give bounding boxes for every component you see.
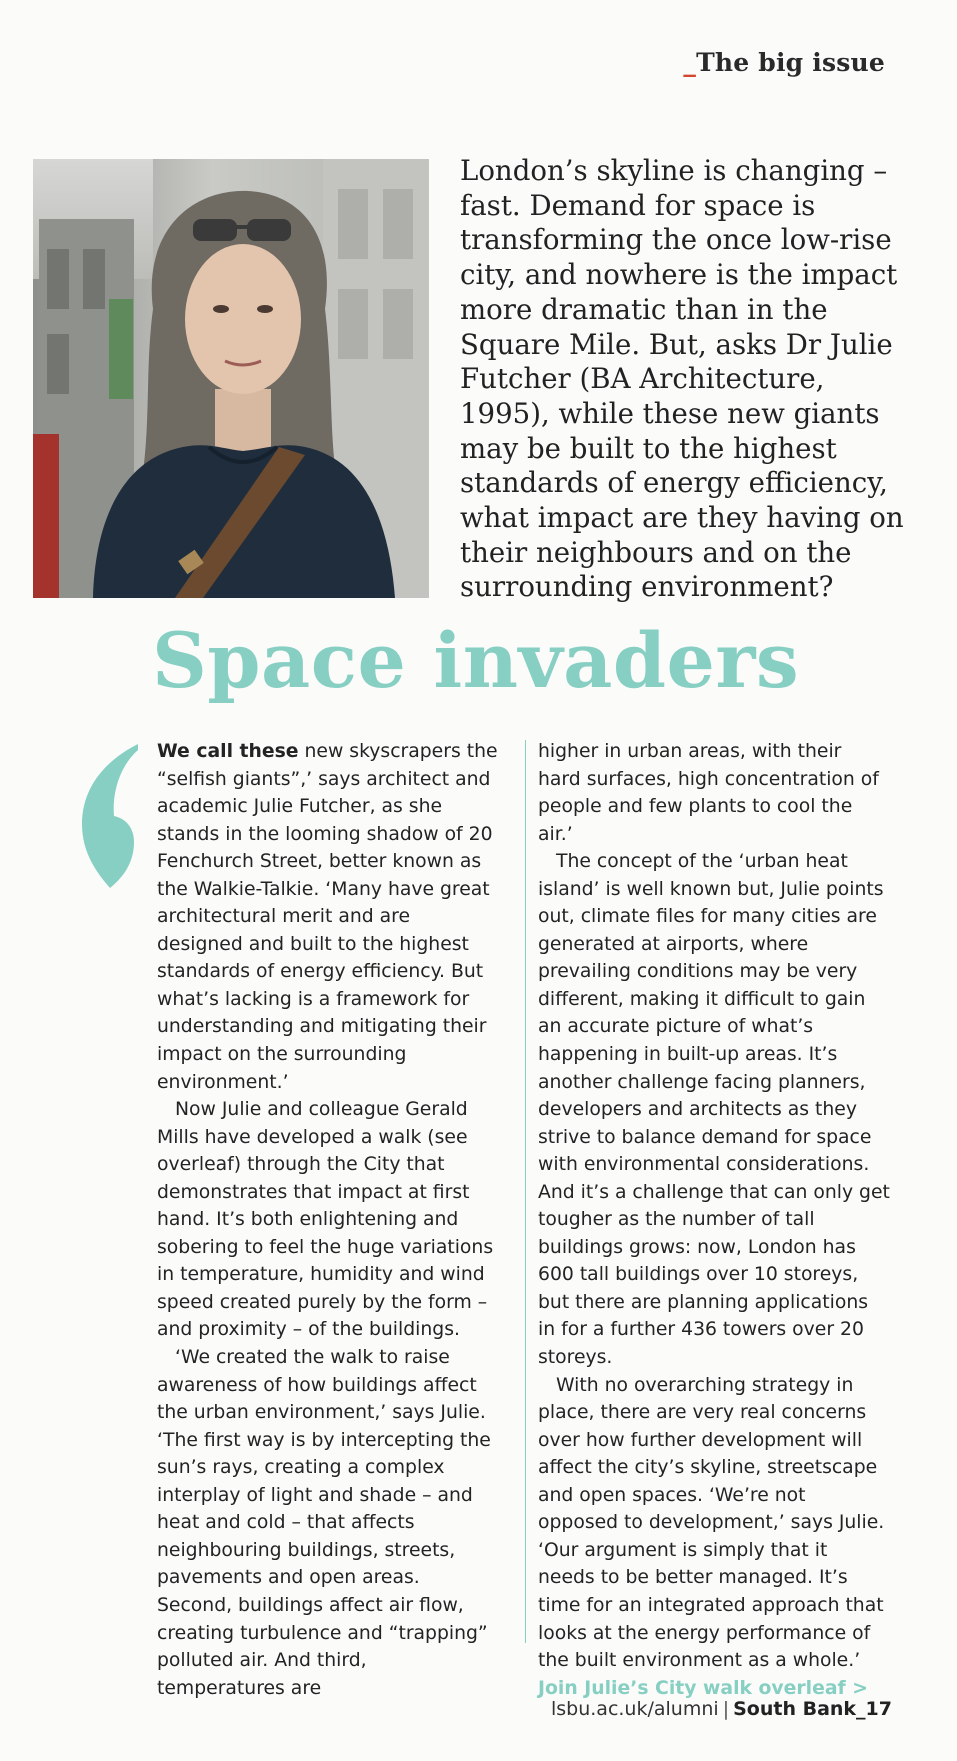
portrait-illustration	[33, 159, 429, 598]
lede-bold: We call these	[157, 741, 299, 762]
sunglasses-lens	[247, 219, 291, 241]
building-window	[47, 249, 69, 309]
paragraph-text: new skyscrapers the “selfish giants”,’ says architect and academic Julie Futcher, as she stands in the looming shadow of 20 Fenchurch Street, better known as the Walkie-Talkie. ‘Many have great architectural merit and are designed and built to the highest standards of energy efficiency. But what’s lacking is a framework for understanding and mitigating their impact on the surrounding environment.’	[157, 741, 498, 1093]
column-divider	[525, 740, 526, 1643]
eye	[213, 305, 229, 313]
red-postbox	[33, 434, 59, 598]
footer-magazine: South Bank	[733, 1698, 857, 1720]
building-window	[338, 189, 368, 259]
paragraph: ‘We created the walk to raise awareness of how buildings affect the urban environment,’ says Julie. ‘The first way is by intercepting the sun’s rays, creating a complex interplay of light and shade – and heat and cold – that affects neighbouring buildings, streets, pavements and open areas. Second, buildings affect air flow, creating turbulence and “trapping” polluted air. And third, temperatures are	[157, 1347, 491, 1699]
building-window	[383, 189, 413, 259]
building-window	[383, 289, 413, 359]
paragraph: The concept of the ‘urban heat island’ is well known but, Julie points out, climate files for many cities are generated at airports, where prevailing conditions may be very different, making it difficult to gain an accurate picture of what’s happening in built-up areas. It’s another challenge facing planners, developers and architects as they strive to balance demand for space with environmental considerations. And it’s a challenge that can only get tougher as the number of tall buildings grows: now, London has 600 tall buildings over 10 storeys, but there are planning applications in for a further 436 towers over 20 storeys.	[538, 851, 890, 1369]
standfirst-text: London’s skyline is changing – fast. Demand for space is transforming the once low-rise city, and nowhere is the impact more dramatic than in the Square Mile. But, asks Dr Julie Futcher (BA Architecture, 1995), while these new giants may be built to the highest standards of energy efficiency, what impact are they having on their neighbours and on the surrounding environment?	[460, 154, 904, 604]
paragraph: With no overarching strategy in place, there are very real concerns over how further development will affect the city’s skyline, streetscape and open spaces. ‘We’re not opposed to development,’ says Julie. ‘Our argument is simply that it needs to be better managed. It’s time for an integrated approach that looks at the energy performance of the built environment as a whole.’	[538, 1374, 885, 1672]
footer-separator: |	[722, 1698, 730, 1720]
walk-overleaf-link[interactable]: Join Julie’s City walk overleaf >	[538, 1677, 868, 1699]
page-number: _17	[856, 1698, 892, 1720]
accent-dash: _	[683, 48, 697, 77]
opening-quote-icon	[76, 742, 146, 892]
eye	[257, 305, 273, 313]
green-sign	[109, 299, 133, 399]
section-label-text: The big issue	[696, 48, 885, 77]
section-label	[683, 48, 885, 77]
standfirst	[460, 154, 910, 605]
paragraph: Now Julie and colleague Gerald Mills have developed a walk (see overleaf) through the City that demonstrates that impact at first hand. It’s both enlightening and sobering to feel the huge variations in temperature, humidity and wind speed created purely by the form – and proximity – of the buildings.	[157, 1099, 494, 1341]
portrait-photo	[33, 159, 429, 598]
sunglasses-lens	[193, 219, 237, 241]
quote-mark-shape	[82, 744, 138, 888]
page-footer	[551, 1698, 892, 1720]
article-headline: Space invaders	[152, 616, 800, 705]
paragraph	[157, 738, 500, 1096]
building-window	[47, 334, 69, 394]
paragraph: higher in urban areas, with their hard surfaces, high concentration of people and few plants to cool the air.’	[538, 741, 879, 845]
building-window	[83, 249, 105, 309]
sunglasses-bridge	[235, 225, 249, 229]
article-column-1	[157, 738, 500, 1702]
face	[185, 244, 301, 394]
footer-url: lsbu.ac.uk/alumni	[550, 1698, 719, 1720]
building-window	[338, 289, 368, 359]
article-column-2	[538, 738, 890, 1702]
